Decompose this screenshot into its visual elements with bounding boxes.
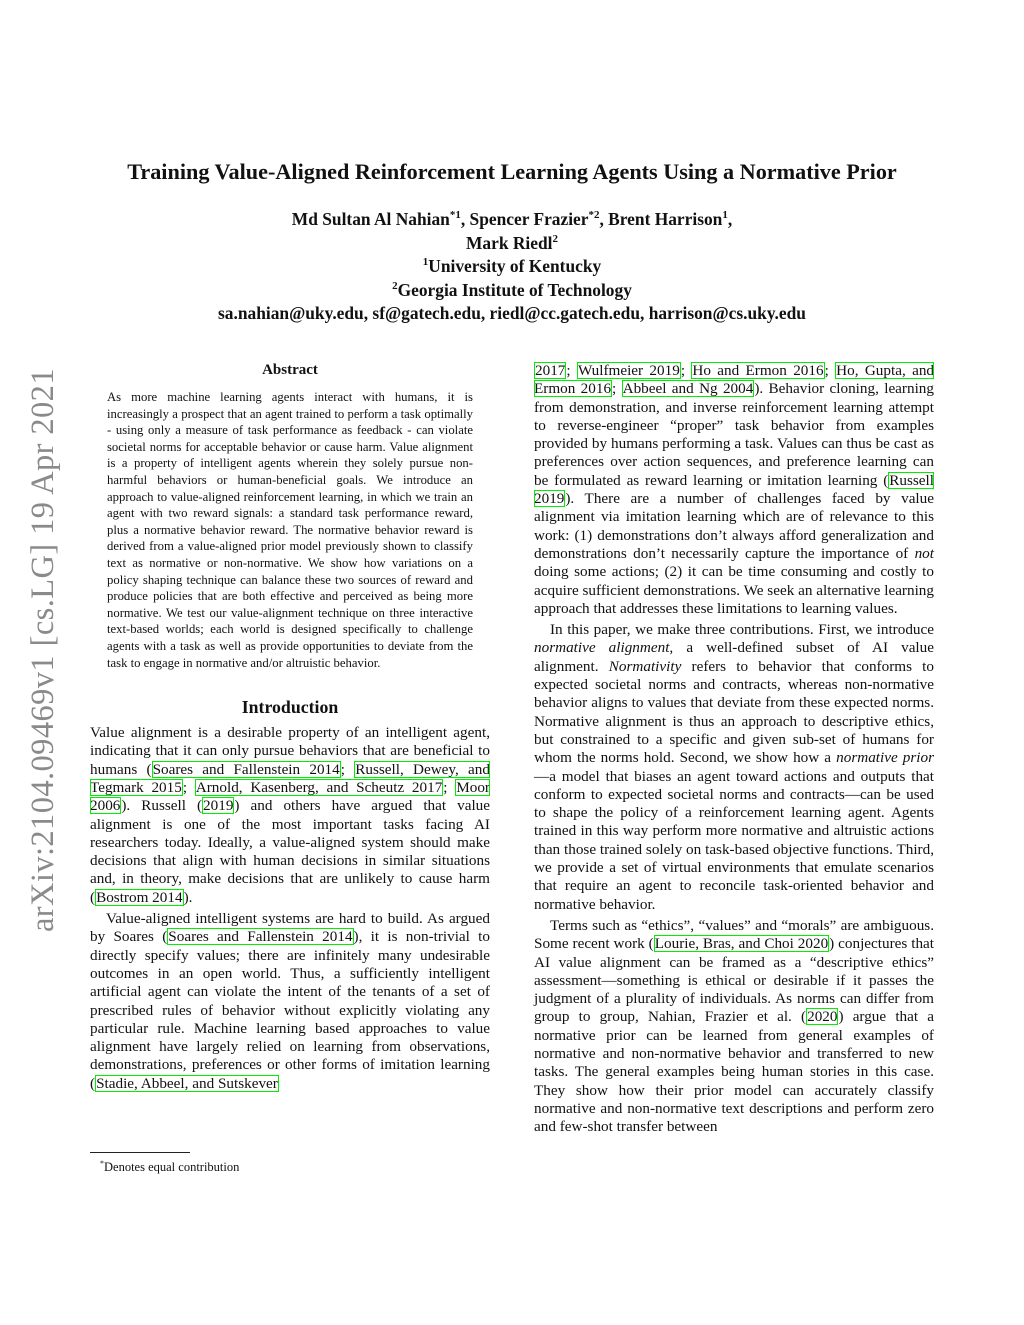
- emphasis: normative prior: [836, 749, 935, 767]
- text-run: ;: [566, 362, 577, 379]
- author-harrison: , Brent Harrison: [599, 209, 723, 229]
- text-run: Value alignment is a desirable property of an intelligent agent, indicating that it can only pursue behaviors that are beneficial to humans (: [90, 724, 490, 778]
- text-run: ;: [182, 778, 195, 796]
- emphasis: not: [914, 544, 934, 562]
- abstract-heading: Abstract: [262, 362, 318, 378]
- text-run: refers to behavior that conforms to expected societal norms and contracts, whereas non-normative behavior aligns to values that deviate from these expected norms. Normative alignment is thus an approach to descriptive ethics, but constrained to a specific and given sub-set of humans for whom the norms hold. Second, we show how a: [534, 657, 934, 767]
- affiliation-1: [0, 255, 1024, 279]
- text-run: ) and others have argued that value alignment is one of the most important tasks facing AI researchers today. Ideally, a value-aligned system should make decisions that align with human decisions in similar situations and, in theory, make decisions that are unlikely to cause harm (: [90, 797, 490, 906]
- author-nahian: Md Sultan Al Nahian: [291, 209, 450, 229]
- text-run: In this paper, we make three contributions. First, we introduce: [550, 621, 934, 639]
- footnote: [90, 1152, 490, 1175]
- citation-link[interactable]: Russell, Dewey, and Tegmark 2015: [90, 760, 490, 796]
- text-run: Value-aligned intelligent systems are hard to build. As argued by Soares (: [90, 910, 490, 946]
- text-run: ). There are a number of challenges faced by value alignment via imitation learning which are of relevance to this work: (1) demonstrations don’t always afford generalization and demonstrations don’t necessarily capture the importance of: [534, 490, 934, 562]
- text-run: ;: [340, 760, 355, 778]
- affiliation-sup: 2: [392, 279, 398, 292]
- paragraph: [534, 621, 934, 914]
- arxiv-identifier: [22, 355, 64, 945]
- text-run: —a model that biases an agent toward actions and outputs that conform to expected societal norms and contracts—can be used to shape the policy of a reinforcement learning agent. Agents trained in this way perform more normative and altruistic actions than those trained solely on task-based objective functions. Third, we provide a set of virtual environments that emulate scenarios that require an agent to reconcile task-oriented behavior and normative behavior.: [534, 767, 934, 913]
- citation-link[interactable]: Lourie, Bras, and Choi 2020: [654, 935, 829, 953]
- citation-link[interactable]: Wulfmeier 2019: [577, 362, 680, 379]
- author-riedl: Mark Riedl: [466, 232, 553, 253]
- right-column: [534, 362, 934, 1136]
- footnote-mark: *: [100, 1159, 104, 1168]
- citation-link[interactable]: Russell 2019: [534, 471, 934, 508]
- paragraph: [534, 362, 934, 618]
- affiliation-sup: 1: [422, 256, 429, 269]
- citation-link[interactable]: Ho and Ermon 2016: [692, 362, 824, 379]
- citation-link[interactable]: Soares and Fallenstein 2014: [168, 928, 353, 946]
- author-line-2: [0, 232, 1024, 256]
- footnote-text: [100, 1156, 490, 1175]
- text-run: ) argue that a normative prior can be learned from general examples of normative and non-normative behavior and transferred to new tasks. The general examples being human stories in this case. They show how their prior model can accurately classify normative and non-normative text descriptions and perform zero and few-shot transfer between: [534, 1008, 934, 1136]
- author-sup: 2: [552, 232, 558, 245]
- author-line-1: [0, 208, 1024, 232]
- text-run: ).: [183, 888, 193, 906]
- citation-link[interactable]: Abbeel and Ng 2004: [622, 380, 754, 398]
- text-run: , a well-defined subset of AI value alignment.: [534, 639, 934, 675]
- affiliation-text: Georgia Institute of Technology: [397, 279, 632, 300]
- citation-link[interactable]: Bostrom 2014: [96, 888, 183, 906]
- abstract: [107, 362, 473, 671]
- text-run: ). Russell (: [121, 797, 203, 815]
- citation-link[interactable]: Moor 2006: [90, 778, 490, 815]
- arxiv-id-text: arXiv:2104.09469v1 [cs.LG] 19 Apr 2021: [24, 367, 61, 933]
- footnote-body: Denotes equal contribution: [104, 1160, 240, 1175]
- citation-link[interactable]: 2019: [203, 797, 234, 815]
- citation-link[interactable]: Soares and Fallenstein 2014: [152, 760, 340, 778]
- text-run: ). Behavior cloning, learning from demonstration, and inverse reinforcement learning attempt to reverse-engineer “proper” task behavior from examples provided by humans performing a task. Values can thus be cast as preferences over action sequences, and preference learning can be formulated as reward learning or imitation learning (: [534, 380, 934, 489]
- author-separator: ,: [727, 209, 733, 229]
- text-run: Terms such as “ethics”, “values” and “morals” are ambiguous. Some recent work (: [534, 916, 934, 953]
- section-heading-introduction: Introduction: [241, 697, 339, 718]
- author-block: [0, 208, 1024, 326]
- affiliation-2: [0, 279, 1024, 303]
- text-run: doing some actions; (2) it can be time consuming and costly to acquire sufficient demonstrations. We seek an alternative learning approach that addresses these limitations to learning values.: [534, 563, 934, 617]
- paragraph: [90, 910, 490, 1093]
- author-frazier: , Spencer Frazier: [460, 209, 589, 229]
- citation-link[interactable]: Stadie, Abbeel, and Sutskever: [96, 1074, 278, 1092]
- emphasis: Normativity: [608, 657, 682, 675]
- citation-link[interactable]: Ho, Gupta, and Ermon 2016: [534, 362, 935, 398]
- left-column: [90, 362, 490, 1093]
- citation-link[interactable]: Arnold, Kasenberg, and Scheutz 2017: [195, 778, 443, 796]
- paragraph: [90, 724, 490, 907]
- author-sup: 1: [722, 209, 728, 222]
- text-run: ;: [680, 362, 692, 379]
- text-run: ;: [443, 778, 456, 796]
- introduction-body: [90, 724, 490, 1093]
- author-sup: *1: [449, 209, 461, 222]
- affiliation-text: University of Kentucky: [428, 256, 602, 276]
- author-emails: sa.nahian@uky.edu, sf@gatech.edu, riedl@cc.gatech.edu, harrison@cs.uky.edu: [218, 303, 806, 323]
- text-run: ), it is non-trivial to directly specify values; there are infinitely many undesirable outcomes in an open world. Thus, a sufficiently intelligent artificial agent can violate the intent of the tenants of a set of prescribed rules of behavior without explicitly violating any particular rule. Machine learning based approaches to value alignment have largely relied on learning from observations, demonstrations, preferences or other forms of imitation learning (: [90, 928, 490, 1092]
- author-sup: *2: [588, 209, 600, 222]
- citation-link[interactable]: 2020: [807, 1008, 838, 1026]
- text-run: ;: [612, 380, 622, 398]
- paper-title: Training Value-Aligned Reinforcement Learning Agents Using a Normative Prior: [127, 159, 897, 184]
- text-run: ) conjectures that AI value alignment can be framed as a “descriptive ethics” assessment—something is ethical or desirable if it passes the judgment of a plurality of individuals. As norms can differ from group to group, Nahian, Frazier et al. (: [534, 935, 934, 1026]
- text-run: ;: [824, 362, 836, 379]
- paragraph: [534, 917, 934, 1137]
- abstract-text: As more machine learning agents interact with humans, it is increasingly a prospect that an agent trained to perform a task optimally - using only a measure of task performance as feedback - can violate societal norms for acceptable behavior or cause harm. Value alignment is a property of intelligent agents wherein they solely pursue non-harmful behaviors or human-beneficial goals. We introduce an approach to value-aligned reinforcement learning, in which we train an agent with two reward signals: a standard task performance reward, plus a normative behavior reward. The normative behavior reward is derived from a value-aligned prior model previously shown to classify text as normative or non-normative. We show how variations on a policy shaping technique can balance these two sources of reward and produce policies that are both effective and perceived as being more normative. We test our value-alignment technique on three interactive text-based worlds; each world is designed specifically to challenge agents with a task as well as provide opportunities to deviate from the task to engage in normative and/or altruistic behavior.: [107, 390, 473, 670]
- citation-link[interactable]: 2017: [535, 362, 566, 379]
- emphasis: normative alignment: [534, 639, 670, 657]
- footnote-rule: [90, 1152, 190, 1153]
